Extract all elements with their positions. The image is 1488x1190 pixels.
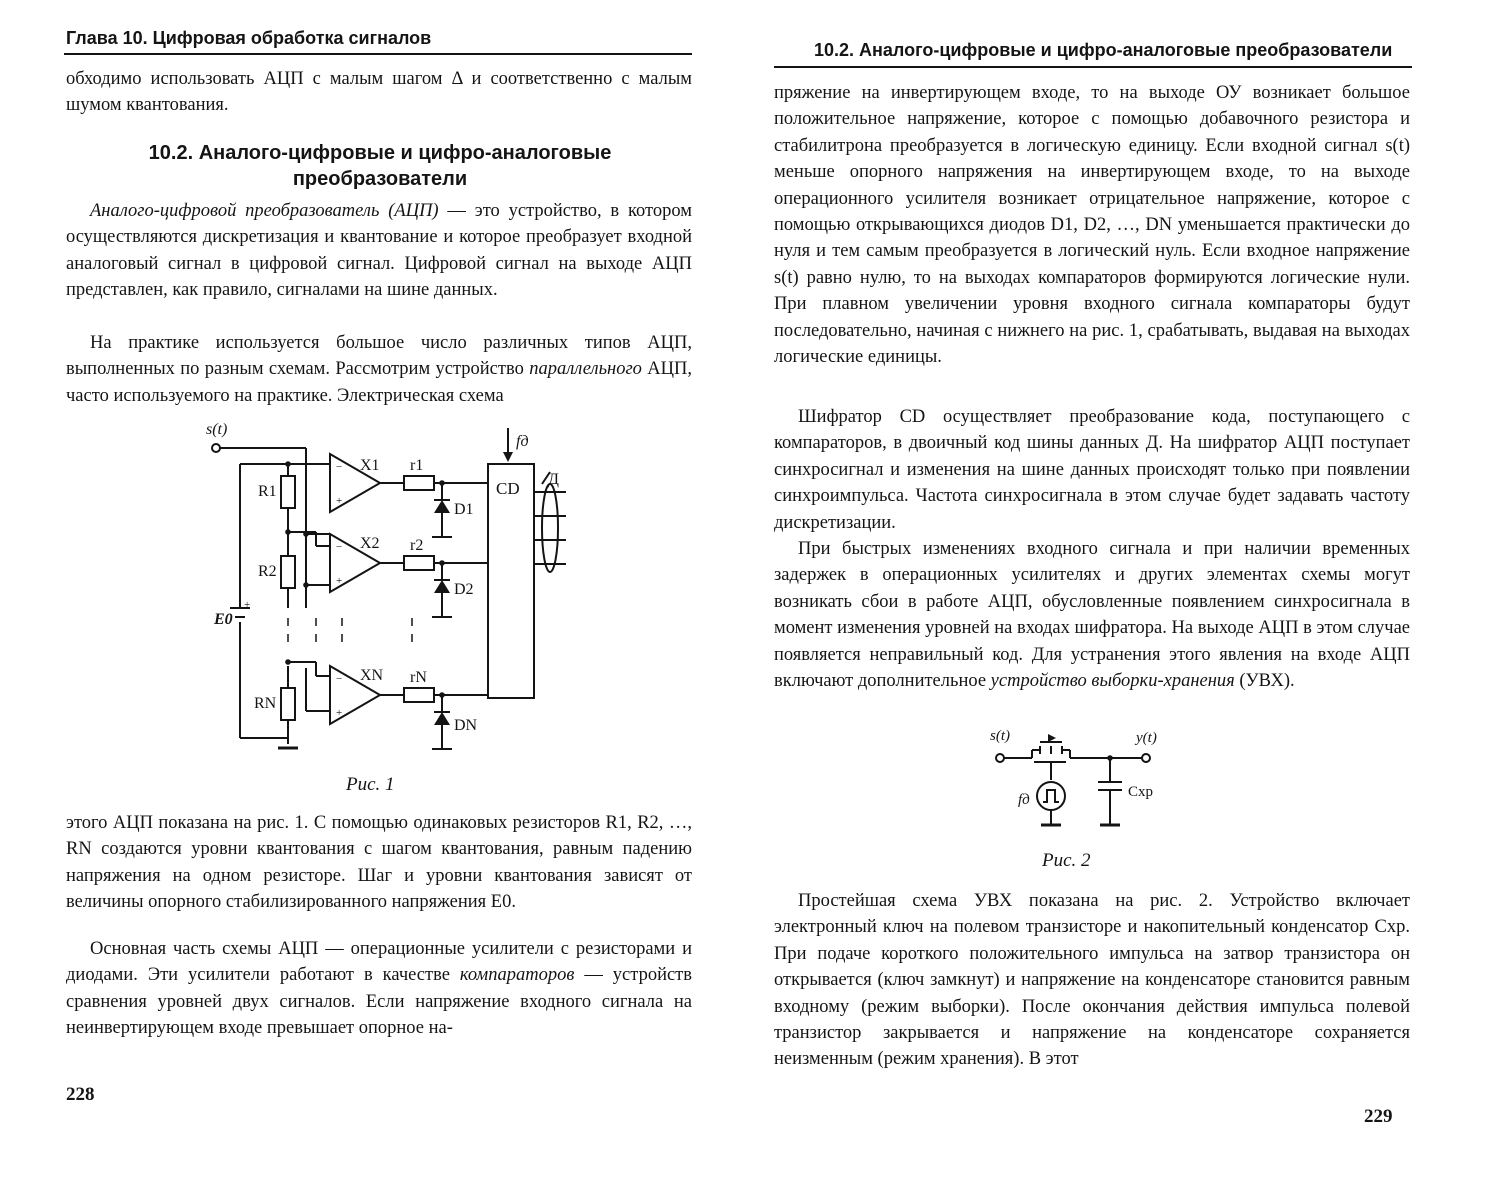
fig1-label-d1: D1	[454, 501, 474, 518]
fig2-label-output: y(t)	[1136, 730, 1157, 746]
paragraph-continuation-left: обходимо использовать АЦП с малым шагом Δ и соответственно с малым шумом квантования.	[66, 69, 692, 116]
figure-1-caption: Рис. 1	[346, 774, 395, 795]
paragraph-adc-definition: Аналого-цифровой преобразователь (АЦП) — это устройство, в котором осуществляются дискретизация и квантование и которое преобразует входной аналоговый сигнал в цифровой сигнал. Цифровой сигнал на выходе АЦП представлен, как правило, сигналами на шине данных.	[66, 201, 692, 301]
right-page	[744, 0, 1488, 1190]
running-header-left: Глава 10. Цифровая обработка сигналов	[66, 28, 432, 48]
fig2-label-clock: fд	[1018, 792, 1030, 808]
paragraph-timing-delays: При быстрых изменениях входного сигнала и при наличии временных задержек в операционных усилителях и других элементах схемы могут возникать сбои в работе АЦП, обусловленные появлением синхросигнала в момент изменения уровней на входах шифратора. На выходе АЦП в этом случае появляется неправильный код. Для устранения этого явления на входе АЦП включают дополнительное устройство выборки-хранения (УВХ).	[774, 539, 1410, 692]
term-parallel: параллельного	[529, 359, 642, 380]
fig1-plus-n: +	[336, 707, 343, 719]
fig1-label-x2: X2	[360, 535, 380, 552]
paragraph-continuation-right: пряжение на инвертирующем входе, то на выходе ОУ возникает большое положительное напряжение, которое с помощью добавочного резистора и стабилитрона преобразуется в логическую единицу. Если входной сигнал s(t) меньше опорного напряжения на инвертирующем входе, то на выходе операционного усилителя возникает отрицательное напряжение, которое с помощью открывающихся диодов D1, D2, …, DN уменьшается практически до нуля и тем самым преобразуется в логический нуль. Если входное напряжение s(t) равно нулю, то на выходах компараторов формируются логические нули. При плавном увеличении уровня входного сигнала компараторы будут последовательно, начиная с нижнего на рис. 1, срабатывать, выдавая на выходах логические единицы.	[774, 83, 1410, 368]
figure-1-parallel-adc	[190, 412, 590, 762]
fig1-label-dn: DN	[454, 717, 478, 734]
fig1-minus-n: −	[336, 673, 343, 685]
fig1-label-rr1: r1	[410, 457, 424, 474]
running-header-right: 10.2. Аналого-цифровые и цифро-аналоговые преобразователи	[814, 40, 1393, 60]
fig1-label-source: E0	[214, 611, 233, 628]
paragraph-comparators: Основная часть схемы АЦП — операционные усилители с резисторами и диодами. Эти усилители работают в качестве компараторов — устройств сравнения уровней двух сигналов. Если напряжение входного сигнала на неинвертирующем входе превышает опорное на-	[66, 939, 692, 1039]
figure-2-caption: Рис. 2	[1042, 850, 1091, 871]
fig1-label-r1: R1	[258, 483, 277, 500]
fig2-label-input: s(t)	[990, 728, 1010, 744]
fig1-label-xn: XN	[360, 667, 384, 684]
fig1-label-d2: D2	[454, 581, 474, 598]
fig1-minus-1: −	[336, 461, 343, 473]
paragraph-encoder: Шифратор CD осуществляет преобразование кода, поступающего с компараторов, в двоичный код шины данных Д. На шифратор АЦП поступает синхросигнал и изменения на шине данных происходят только при появлении синхроимпульса. Частота синхросигнала в этом случае будет задавать частоту дискретизации.	[774, 407, 1410, 533]
paragraph-figure-reference: этого АЦП показана на рис. 1. С помощью одинаковых резисторов R1, R2, …, RN создаются уровни квантования с шагом квантования, равным падению напряжения на одном резисторе. Шаг и уровни квантования зависят от величины опорного стабилизированного напряжения E0.	[66, 813, 692, 913]
fig1-label-rn: RN	[254, 695, 277, 712]
term-comparators: компараторов	[459, 965, 575, 986]
fig1-label-x1: X1	[360, 457, 380, 474]
fig1-label-bus: Д	[548, 471, 559, 488]
fig1-label-clock: fд	[516, 433, 529, 450]
page-number-left: 228	[66, 1084, 95, 1105]
fig1-label-r2: R2	[258, 563, 277, 580]
term-sample-hold: устройство выборки-хранения	[990, 671, 1235, 692]
fig1-plus-2: +	[336, 575, 343, 587]
header-rule-left	[64, 53, 692, 55]
fig1-label-rrn: rN	[410, 669, 427, 686]
fig2-label-capacitor: Cхр	[1128, 784, 1154, 800]
fig1-source-plus: +	[244, 599, 251, 611]
fig1-label-encoder: CD	[496, 479, 520, 498]
figure-2-sample-hold	[970, 720, 1190, 838]
section-title: 10.2. Аналого-цифровые и цифро-аналоговые преобразователи	[148, 142, 612, 190]
paragraph-adc-types: На практике используется большое число различных типов АЦП, выполненных по разным схемам. Рассмотрим устройство параллельного АЦП, часто используемого на практике. Электрическая схема	[66, 333, 692, 406]
header-rule-right	[774, 66, 1412, 68]
term-adc: Аналого-цифровой преобразователь (АЦП)	[90, 201, 439, 221]
fig1-label-rr2: r2	[410, 537, 424, 554]
fig1-label-input: s(t)	[206, 421, 228, 438]
page-number-right: 229	[1364, 1106, 1393, 1127]
fig1-plus-1: +	[336, 495, 343, 507]
fig1-minus-2: −	[336, 541, 343, 553]
paragraph-sample-hold: Простейшая схема УВХ показана на рис. 2. Устройство включает электронный ключ на полевом транзисторе и накопительный конденсатор Cхр. При подаче короткого положительного импульса на затвор транзистора он открывается (ключ замкнут) и напряжение на конденсаторе становится равным входному (режим выборки). После окончания действия импульса полевой транзистор закрывается и напряжение на конденсаторе сохраняется неизменным (режим хранения). В этот	[774, 891, 1410, 1070]
